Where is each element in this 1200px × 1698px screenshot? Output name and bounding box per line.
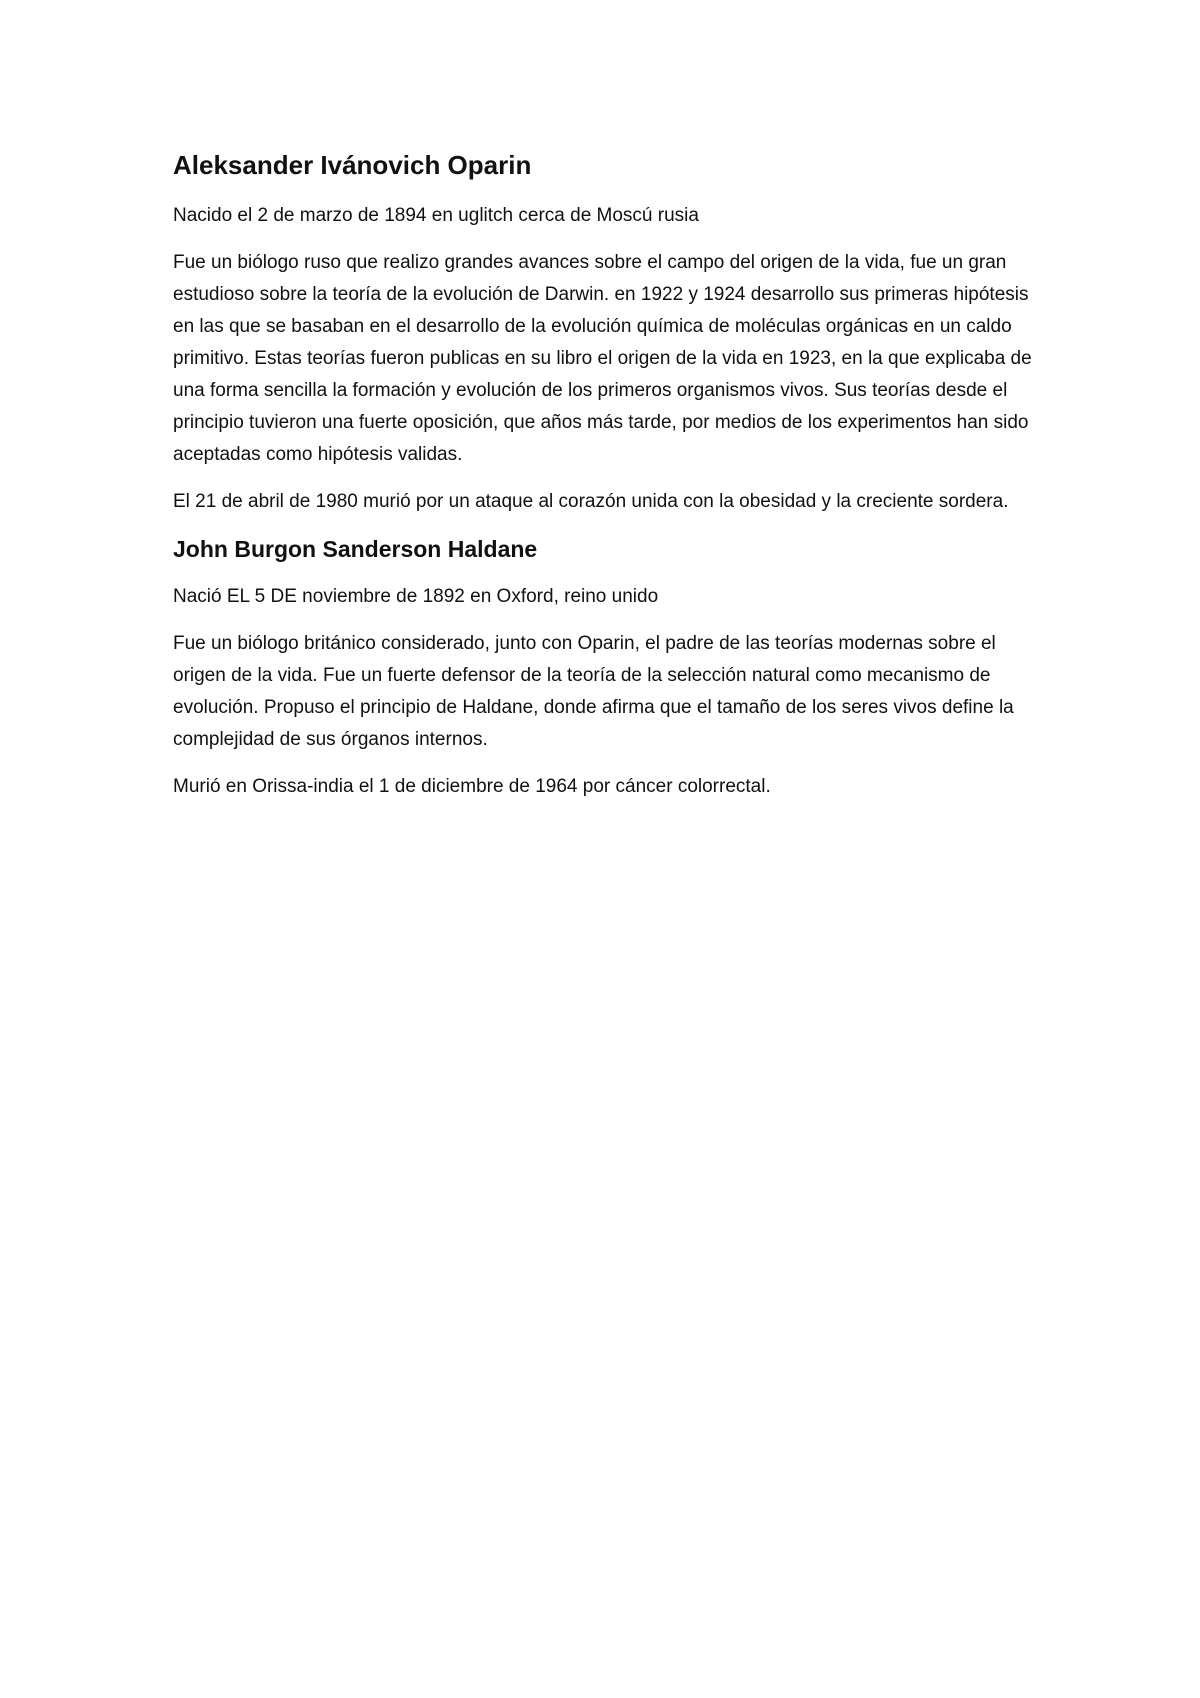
section-title-haldane: John Burgon Sanderson Haldane xyxy=(173,536,538,562)
oparin-death-paragraph: El 21 de abril de 1980 murió por un ataque al corazón unida con la obesidad y la creciente sordera. xyxy=(173,491,1009,512)
haldane-birth-paragraph: Nació EL 5 DE noviembre de 1892 en Oxford, reino unido xyxy=(173,586,659,607)
section-title-oparin: Aleksander Ivánovich Oparin xyxy=(173,150,532,180)
haldane-death-paragraph: Murió en Orissa-india el 1 de diciembre de 1964 por cáncer colorrectal. xyxy=(173,776,771,797)
document-content xyxy=(173,148,1043,818)
oparin-birth-paragraph: Nacido el 2 de marzo de 1894 en uglitch cerca de Moscú rusia xyxy=(173,205,699,226)
haldane-biography-paragraph: Fue un biólogo británico considerado, junto con Oparin, el padre de las teorías modernas sobre el origen de la vida. Fue un fuerte defensor de la teoría de la selección natural como mecanismo de evolución. Propuso el principio de Haldane, donde afirma que el tamaño de los seres vivos define la complejidad de sus órganos internos. xyxy=(173,633,1014,750)
oparin-biography-paragraph: Fue un biólogo ruso que realizo grandes avances sobre el campo del origen de la vida, fue un gran estudioso sobre la teoría de la evolución de Darwin. en 1922 y 1924 desarrollo sus primeras hipótesis en las que se basaban en el desarrollo de la evolución química de moléculas orgánicas en un caldo primitivo. Estas teorías fueron publicas en su libro el origen de la vida en 1923, en la que explicaba de una forma sencilla la formación y evolución de los primeros organismos vivos. Sus teorías desde el principio tuvieron una fuerte oposición, que años más tarde, por medios de los experimentos han sido aceptadas como hipótesis validas. xyxy=(173,252,1032,465)
